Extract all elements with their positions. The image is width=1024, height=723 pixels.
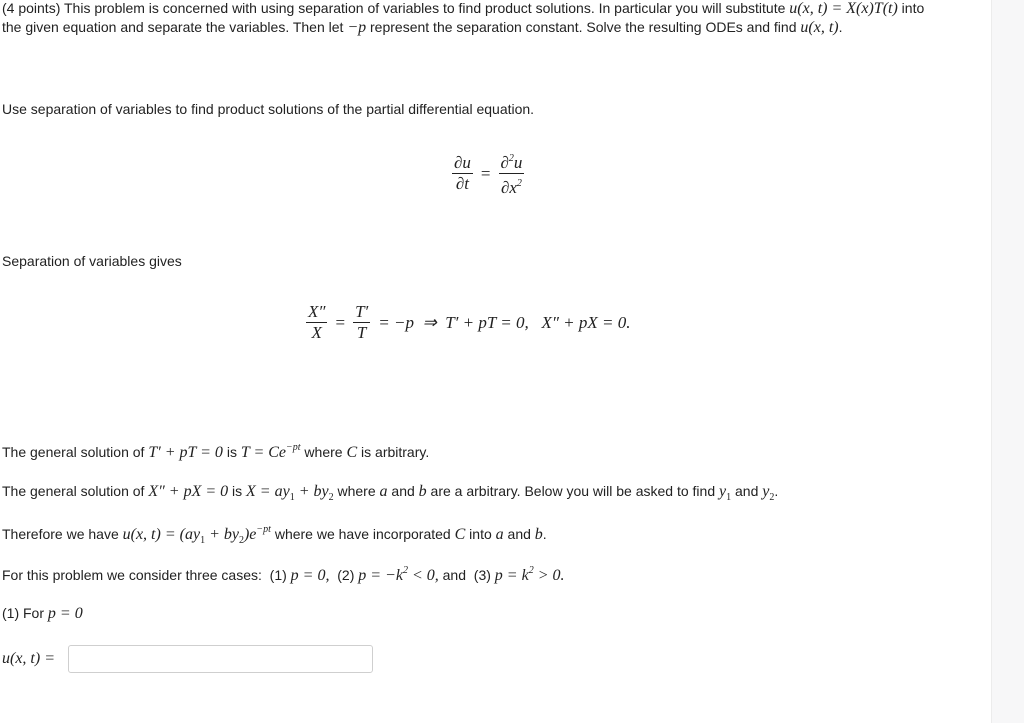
answer-input[interactable]	[68, 645, 373, 673]
t-fraction: $\frac{T'}{T}$	[355, 302, 369, 342]
rhs-fraction: $\frac{\partial^2u}{\partial x^2}$	[499, 150, 525, 197]
pde-equation: $\frac{\partial u}{\partial t}$ = $\frac{\partial^2u}{\partial x^2}$	[452, 150, 524, 197]
separation-label: Separation of variables gives	[2, 253, 182, 269]
general-solution-T: The general solution of T′ + pT = 0 is $T = Ce^{-pt}$ where C is arbitrary.	[2, 442, 430, 461]
intro-line-1: (4 points) This problem is concerned with using separation of variables to find product solutions. In particular you will substitute u(x, t) = X(x)T(t) into	[2, 0, 925, 17]
intro-line-2: the given equation and separate the variables. Then let −p represent the separation constant. Solve the resulting ODEs and find u(x, t).	[2, 19, 843, 36]
general-solution-X: The general solution of X″ + pX = 0 is $X = ay_1 + by_2$ where a and b are a arbitrary. Below you will be asked to find $y_1$ and $y_2$.	[2, 483, 779, 503]
therefore-line: Therefore we have u(x, $t) = (ay_1 + by_2)e^{-pt}$ where we have incorporated C into a and b.	[2, 524, 547, 546]
instruction-text: Use separation of variables to find product solutions of the partial differential equation.	[2, 101, 535, 117]
answer-label: u(x, t) =	[2, 650, 55, 667]
cases-line: For this problem we consider three cases: (1) p = 0, (2) $p = -k^2 < 0$, and (3) $p = k^2 > 0$.	[2, 565, 565, 584]
separation-equation: $\frac{X''}{X}$ = $\frac{T'}{T}$ = −p ⇒ T′ + pT = 0, X″ + pX = 0.	[308, 302, 631, 342]
case-1-label: (1) For p = 0	[2, 605, 83, 622]
right-margin-panel	[991, 0, 1024, 723]
x-fraction: $\frac{X''}{X}$	[308, 302, 326, 342]
lhs-fraction: $\frac{\partial u}{\partial t}$	[454, 153, 471, 193]
